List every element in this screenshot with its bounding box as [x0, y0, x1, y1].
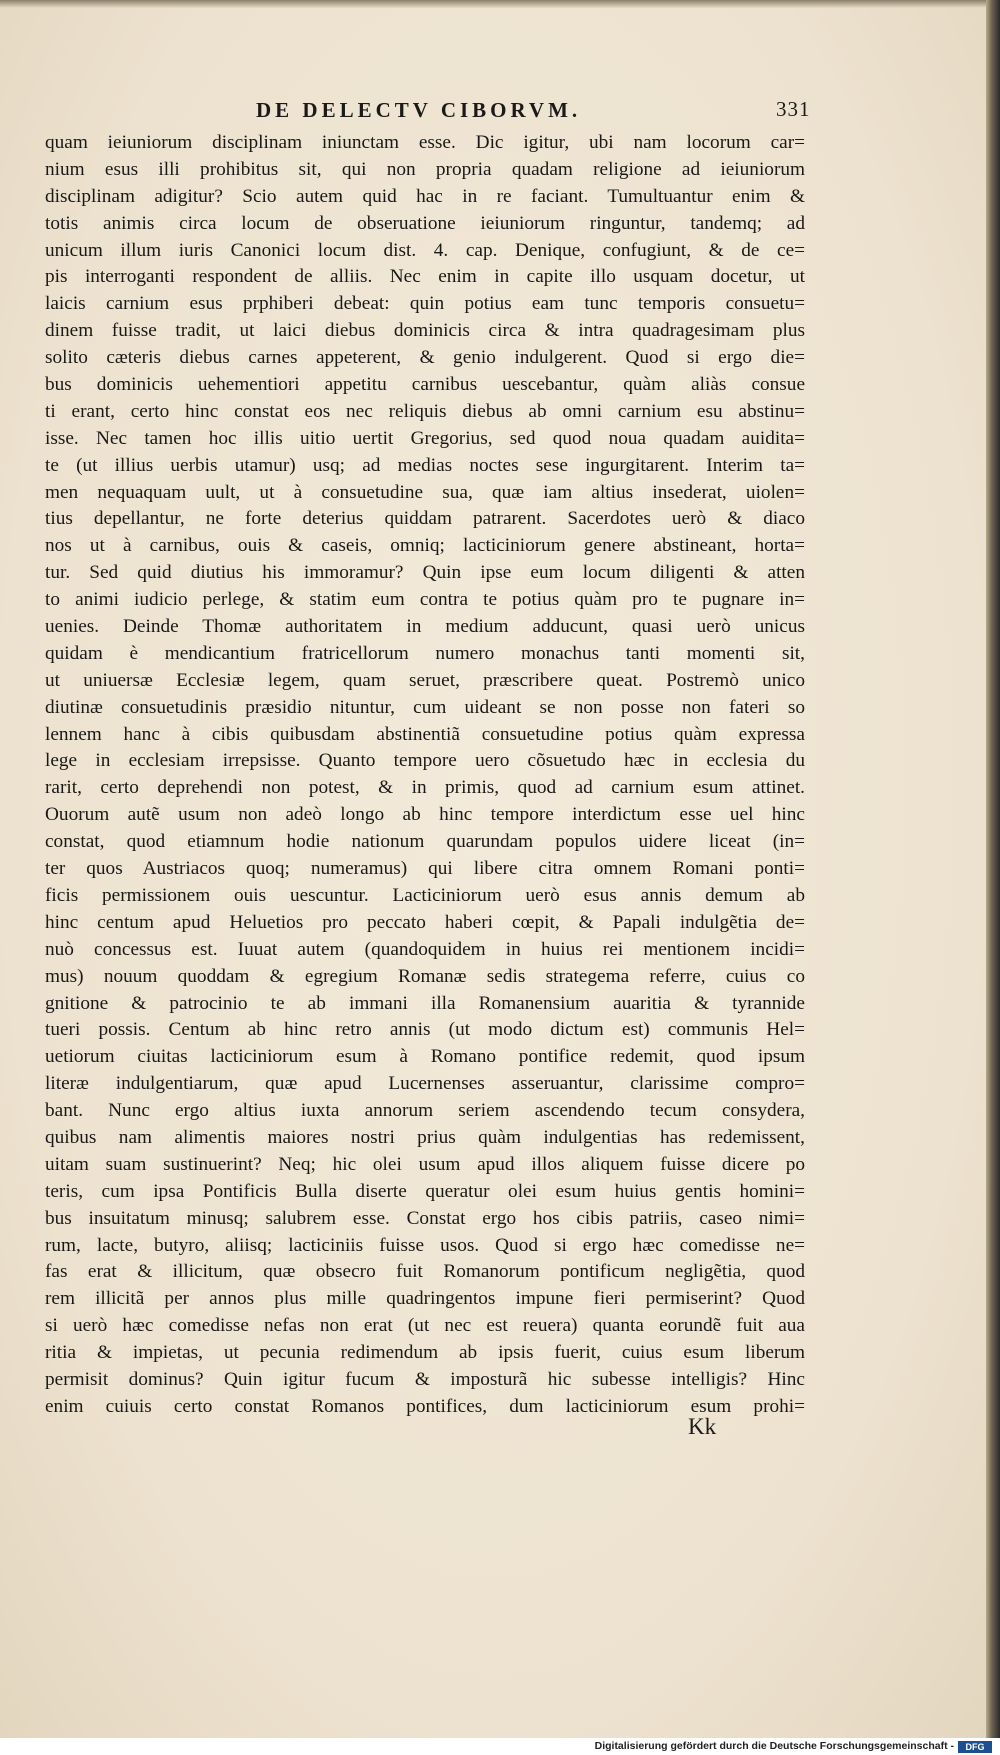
- text-line: pis interroganti respondent de alliis. Nec enim in capite illo usquam docetur, ut: [45, 266, 805, 288]
- text-line: Ouorum autẽ usum non adeò longo ab hinc tempore interdictum esse uel hinc: [45, 804, 805, 826]
- text-line: mus) nouum quoddam & egregium Romanæ sedis strategema referre, cuius co: [45, 965, 805, 987]
- text-line: nium esus illi prohibitus sit, qui non propria quadam religione ad ieiuniorum: [45, 158, 805, 180]
- body-text: [45, 130, 805, 1421]
- footer-credit: Digitalisierung gefördert durch die Deutsche Forschungsgemeinschaft -: [594, 1740, 954, 1752]
- text-line: fas erat & illicitum, quæ obsecro fuit Romanorum pontificum negligẽtia, quod: [45, 1261, 805, 1283]
- text-line: tius depellantur, ne forte deterius quiddam patrarent. Sacerdotes uerò & diaco: [45, 508, 805, 530]
- text-line: nos ut à carnibus, ouis & caseis, omniq; lacticiniorum genere abstineant, horta=: [45, 535, 805, 557]
- text-line: dinem fuisse tradit, ut laici diebus dominicis circa & intra quadragesimam plus: [45, 320, 805, 342]
- text-line: te (ut illius uerbis utamur) usq; ad medias noctes sese ingurgitarent. Interim ta=: [45, 454, 805, 476]
- running-head: DE DELECTV CIBORVM.: [256, 98, 582, 122]
- text-line: bus insuitatum minusq; salubrem esse. Constat ergo hos cibis patriis, caseo nimi=: [45, 1207, 805, 1229]
- text-line: uetiorum ciuitas lacticiniorum esum à Romano pontifice redemit, quod ipsum: [45, 1046, 805, 1068]
- text-line: men nequaquam uult, ut à consuetudine sua, quæ iam altius insederat, uiolen=: [45, 481, 805, 503]
- page-binding-edge: [986, 0, 1000, 1738]
- text-line: constat, quod etiamnum hodie nationum quarundam populos uidere liceat (in=: [45, 831, 805, 853]
- text-line: totis animis circa locum de obseruatione ieiuniorum ringuntur, tandemq; ad: [45, 212, 805, 234]
- text-line: hinc centum apud Heluetios pro peccato haberi cœpit, & Papali indulgẽtia de=: [45, 911, 805, 933]
- text-line: isse. Nec tamen hoc illis uitio uertit Gregorius, sed quod noua quadam auidita=: [45, 427, 805, 449]
- text-line: diutinæ consuetudinis præsidio nituntur, cum uideant se non posse non fateri so: [45, 696, 805, 718]
- text-line: lennem hanc à cibis quibusdam abstinentiã consuetudine potius quàm expressa: [45, 723, 805, 745]
- text-line: solito cæteris diebus carnes appeterent, & genio indulgerent. Quod si ergo die=: [45, 347, 805, 369]
- text-line: teris, cum ipsa Pontificis Bulla diserte queratur olei esum huius gentis homini=: [45, 1180, 805, 1202]
- text-line: tueri possis. Centum ab hinc retro annis (ut modo dictum est) communis Hel=: [45, 1019, 805, 1041]
- text-line: disciplinam adigitur? Scio autem quid hac in re faciant. Tumultuantur enim &: [45, 185, 805, 207]
- page-top-edge: [0, 0, 986, 8]
- text-line: to animi iudicio perlege, & statim eum contra te potius quàm pro te pugnare in=: [45, 589, 805, 611]
- text-line: ritia & impietas, ut pecunia redimendum ab ipsis fuerit, cuius esum liberum: [45, 1342, 805, 1364]
- text-line: ter quos Austriacos quoq; numeramus) qui libere citra omnem Romani ponti=: [45, 858, 805, 880]
- text-line: quibus nam alimentis maiores nostri prius quàm indulgentias has redemissent,: [45, 1126, 805, 1148]
- text-line: lege in ecclesiam irrepsisse. Quanto tempore uero cõsuetudo hæc in ecclesia du: [45, 750, 805, 772]
- text-line: ut uniuersæ Ecclesiæ legem, quam seruet, præscribere queat. Postremò unico: [45, 669, 805, 691]
- text-line: nuò concessus est. Iuuat autem (quandoquidem in huius rei mentionem incidi=: [45, 938, 805, 960]
- text-line: gnitione & patrocinio te ab immani illa Romanensium auaritia & tyrannide: [45, 992, 805, 1014]
- text-line: quidam è mendicantium fratricellorum numero monachus tanti momenti sit,: [45, 642, 805, 664]
- text-line: unicum illum iuris Canonici locum dist. 4. cap. Denique, confugiunt, & de ce=: [45, 239, 805, 261]
- signature-mark: Kk: [688, 1414, 717, 1439]
- text-line: ti erant, certo hinc constat eos nec reliquis diebus ab omni carnium esu abstinu=: [45, 400, 805, 422]
- text-line: permisit dominus? Quin igitur fucum & imposturã hic subesse intelligis? Hinc: [45, 1368, 805, 1390]
- text-line: bus dominicis uehementiori appetitu carnibus uescebantur, quàm aliàs consue: [45, 374, 805, 396]
- text-line: uitam suam sustinuerint? Neq; hic olei usum apud illos aliquem fuisse dicere po: [45, 1153, 805, 1175]
- text-line: uenies. Deinde Thomæ authoritatem in medium adducunt, quasi uerò unicus: [45, 616, 805, 638]
- text-line: rem illicitã per annos plus mille quadringentos impune fieri permiserint? Quod: [45, 1288, 805, 1310]
- text-line: quam ieiuniorum disciplinam iniunctam esse. Dic igitur, ubi nam locorum car=: [45, 132, 805, 153]
- page-number: 331: [776, 97, 811, 121]
- text-line: literæ indulgentiarum, quæ apud Lucernenses asseruantur, clarissime compro=: [45, 1073, 805, 1095]
- text-line: si uerò hæc comedisse nefas non erat (ut nec est reuera) quanta eorundẽ fuit aua: [45, 1315, 805, 1337]
- text-line: enim cuiuis certo constat Romanos pontifices, dum lacticiniorum esum prohi=: [45, 1395, 805, 1417]
- text-line: laicis carnium esus prphiberi debeat: quin potius eam tunc temporis consuetu=: [45, 293, 805, 315]
- dfg-logo: DFG: [958, 1741, 992, 1753]
- text-line: bant. Nunc ergo altius iuxta annorum seriem ascendendo tecum consydera,: [45, 1100, 805, 1122]
- text-line: ficis permissionem ouis uescuntur. Lacticiniorum uerò esus annis demum ab: [45, 884, 805, 906]
- text-line: tur. Sed quid diutius his immoramur? Quin ipse eum locum diligenti & atten: [45, 562, 805, 584]
- text-line: rarit, certo deprehendi non potest, & in primis, quod ad carnium esum attinet.: [45, 777, 805, 799]
- text-line: rum, lacte, butyro, aliisq; lacticiniis fuisse usos. Quod si ergo hæc comedisse ne=: [45, 1234, 805, 1256]
